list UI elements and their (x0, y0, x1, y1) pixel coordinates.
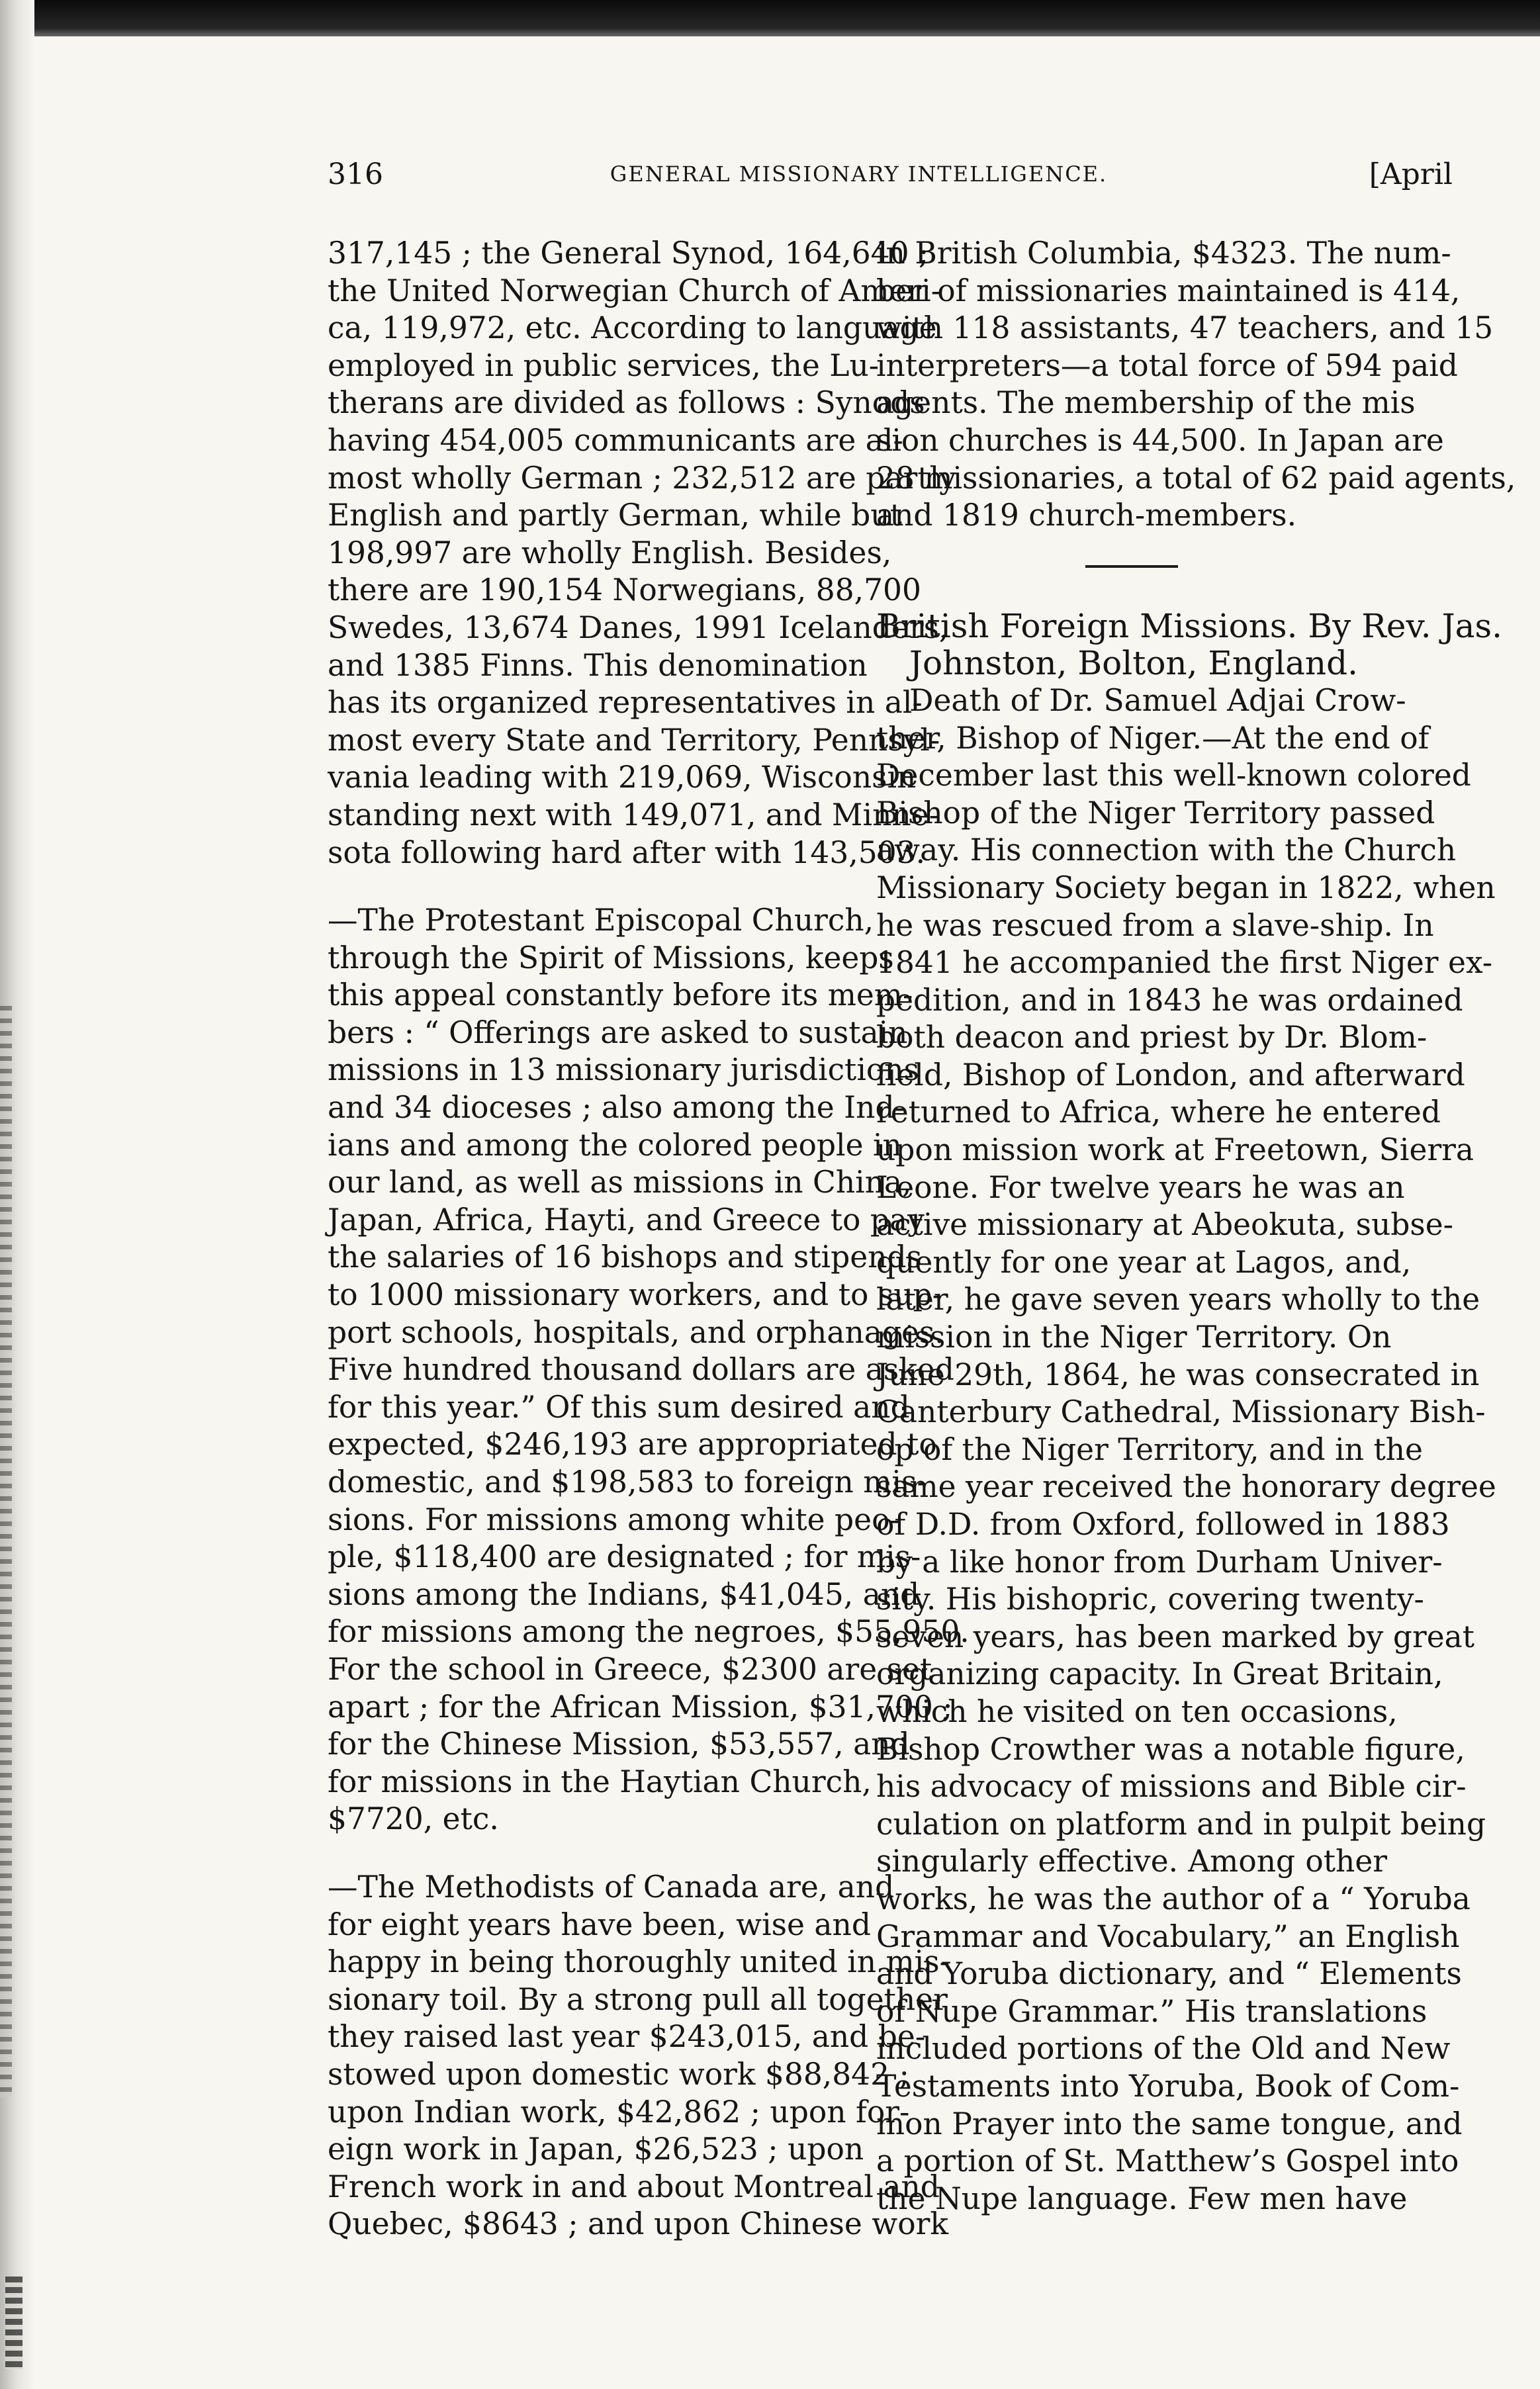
text-line: away. His connection with the Church (876, 833, 1457, 868)
text-line: ple, $118,400 are designated ; for mis- (328, 1539, 921, 1575)
text-line: in British Columbia, $4323. The num- (876, 236, 1451, 271)
text-line: organizing capacity. In Great Britain, (876, 1656, 1443, 1692)
text-line: 1841 he accompanied the first Niger ex- (876, 945, 1493, 981)
text-line: sota following hard after with 143,503. (328, 834, 926, 870)
text-line: December last this well-known colored (876, 758, 1471, 793)
text-line: apart ; for the African Mission, $31,700 ; (328, 1689, 953, 1725)
text-line: June 29th, 1864, he was consecrated in (876, 1357, 1480, 1392)
left-column (328, 235, 970, 2243)
page-number: 316 (328, 158, 383, 191)
text-line: Canterbury Cathedral, Missionary Bish- (876, 1394, 1486, 1430)
text-line: and 1385 Finns. This denomination (328, 647, 868, 683)
text-line: with 118 assistants, 47 teachers, and 15 (876, 310, 1494, 346)
text-line: Swedes, 13,674 Danes, 1991 Icelanders, (328, 609, 949, 645)
text-line: ther, Bishop of Niger.—At the end of (876, 720, 1429, 756)
text-line: sionary toil. By a strong pull all together (328, 1981, 948, 2017)
text-line: the United Norwegian Church of Ameri- (328, 273, 942, 308)
right-column (876, 235, 1516, 2218)
text-line: same year received the honorary degree (876, 1469, 1496, 1505)
crowther-obituary-paragraph (876, 682, 1496, 2218)
text-line: seven years, has been marked by great (876, 1619, 1475, 1654)
header-month: [April (1369, 158, 1453, 191)
text-line: of Nupe Grammar.” His translations (876, 1993, 1427, 2029)
text-line: to 1000 missionary workers, and to sup- (328, 1277, 943, 1313)
text-line: eign work in Japan, $26,523 ; upon (328, 2132, 864, 2167)
binding-marks (0, 1006, 12, 2098)
text-line: domestic, and $198,583 to foreign mis- (328, 1465, 927, 1500)
text-line: and 34 dioceses ; also among the Ind- (328, 1090, 905, 1126)
methodists-continued-paragraph (876, 235, 1516, 535)
text-line: Leone. For twelve years he was an (876, 1169, 1405, 1205)
text-line: upon Indian work, $42,862 ; upon for- (328, 2094, 910, 2130)
text-line: quently for one year at Lagos, and, (876, 1244, 1412, 1280)
text-line: bers : “ Offerings are asked to sustain (328, 1014, 908, 1050)
text-line: upon mission work at Freetown, Sierra (876, 1132, 1474, 1168)
text-line: agents. The membership of the mis (876, 385, 1416, 421)
methodists-canada-paragraph (328, 1869, 950, 2243)
text-line: returned to Africa, where he entered (876, 1095, 1441, 1130)
text-line: happy in being thoroughly united in mis- (328, 1944, 950, 1980)
text-line: the salaries of 16 bishops and stipends (328, 1240, 922, 1275)
text-line: expected, $246,193 are appropriated to (328, 1427, 937, 1463)
text-line: $7720, etc. (328, 1801, 499, 1837)
text-line: this appeal constantly before its mem- (328, 977, 913, 1013)
text-line: port schools, hospitals, and orphanages. (328, 1314, 944, 1350)
text-line: most wholly German ; 232,512 are partly (328, 460, 956, 496)
text-line: later, he gave seven years wholly to the (876, 1282, 1480, 1318)
text-line: most every State and Territory, Pennsyl- (328, 722, 940, 758)
text-line: therans are divided as follows : Synods (328, 385, 925, 421)
text-line: for eight years have been, wise and (328, 1907, 871, 1942)
text-line: ians and among the colored people in (328, 1127, 902, 1163)
section-heading (876, 606, 1502, 683)
text-line: pedition, and in 1843 he was ordained (876, 982, 1463, 1018)
lutheran-statistics-paragraph (328, 235, 956, 872)
text-line: 28 missionaries, a total of 62 paid agents, (876, 460, 1516, 496)
text-line: Japan, Africa, Hayti, and Greece to pay (328, 1202, 925, 1238)
episcopal-church-paragraph (328, 902, 970, 1838)
text-line: Missionary Society began in 1822, when (876, 870, 1496, 905)
text-line: the Nupe language. Few men have (876, 2181, 1408, 2216)
text-line: has its organized representatives in al- (328, 685, 923, 721)
text-line: sions among the Indians, $41,045, and (328, 1576, 920, 1612)
text-line: culation on platform and in pulpit being (876, 1806, 1486, 1842)
text-line: Five hundred thousand dollars are asked (328, 1352, 954, 1388)
running-title: GENERAL MISSIONARY INTELLIGENCE. (610, 161, 1108, 187)
text-line: op of the Niger Territory, and in the (876, 1431, 1423, 1467)
text-line: Bishop Crowther was a notable figure, (876, 1731, 1465, 1767)
text-line: employed in public services, the Lu- (328, 347, 880, 383)
paragraph-gap (328, 872, 838, 902)
text-line: For the school in Greece, $2300 are set (328, 1651, 932, 1687)
binding-marks-bottom (5, 2276, 23, 2369)
text-line: by a like honor from Durham Univer- (876, 1544, 1443, 1580)
text-line: included portions of the Old and New (876, 2031, 1451, 2067)
text-line: mon Prayer into the same tongue, and (876, 2106, 1463, 2141)
page-header (328, 158, 1453, 204)
text-line: Johnston, Bolton, England. (909, 644, 1359, 683)
text-line: mission in the Niger Territory. On (876, 1320, 1392, 1355)
text-line: —The Protestant Episcopal Church, (328, 903, 874, 938)
text-line: singularly effective. Among other (876, 1844, 1387, 1879)
text-line: for missions among the negroes, $55,950. (328, 1614, 970, 1650)
text-line: Testaments into Yoruba, Book of Com- (876, 2068, 1460, 2104)
text-line: sions. For missions among white peo- (328, 1502, 900, 1537)
text-line: through the Spirit of Missions, keeps (328, 940, 894, 975)
text-line: sity. His bishopric, covering twenty- (876, 1582, 1424, 1617)
text-line: Bishop of the Niger Territory passed (876, 795, 1435, 831)
text-line: Quebec, $8643 ; and upon Chinese work (328, 2206, 948, 2242)
text-line: which he visited on ten occasions, (876, 1693, 1398, 1729)
text-line: he was rescued from a slave-ship. In (876, 907, 1434, 943)
text-line: they raised last year $243,015, and be- (328, 2019, 926, 2055)
text-line: our land, as well as missions in China, (328, 1165, 912, 1200)
section-rule (1085, 565, 1178, 568)
text-line: for the Chinese Mission, $53,557, and (328, 1727, 910, 1762)
text-line: ca, 119,972, etc. According to language (328, 310, 937, 346)
text-line: English and partly German, while but (328, 498, 902, 533)
text-line: a portion of St. Matthew’s Gospel into (876, 2143, 1459, 2179)
text-line: Grammar and Vocabulary,” an English (876, 1918, 1460, 1954)
text-line: French work in and about Montreal and (328, 2169, 940, 2204)
text-line: British Foreign Missions. By Rev. Jas. (876, 606, 1502, 645)
text-line: active missionary at Abeokuta, subse- (876, 1207, 1454, 1243)
paragraph-gap (328, 1838, 838, 1869)
text-line: standing next with 149,071, and Minne- (328, 797, 939, 833)
text-line: missions in 13 missionary jurisdictions (328, 1052, 919, 1088)
text-line: there are 190,154 Norwegians, 88,700 (328, 572, 921, 608)
text-line: field, Bishop of London, and afterward (876, 1057, 1465, 1093)
text-line: interpreters—a total force of 594 paid (876, 347, 1458, 383)
text-line: —The Methodists of Canada are, and (328, 1869, 895, 1905)
text-line: his advocacy of missions and Bible cir- (876, 1769, 1467, 1805)
text-line: vania leading with 219,069, Wisconsin (328, 760, 917, 795)
text-line: and Yoruba dictionary, and “ Elements (876, 1956, 1462, 1992)
text-line: 317,145 ; the General Synod, 164,640 ; (328, 236, 929, 271)
scan-top-border (0, 0, 1540, 36)
text-line: sion churches is 44,500. In Japan are (876, 422, 1444, 458)
text-line: for this year.” Of this sum desired and (328, 1389, 910, 1425)
text-line: works, he was the author of a “ Yoruba (876, 1881, 1471, 1916)
text-line: for missions in the Haytian Church, (328, 1764, 872, 1799)
text-line: Death of Dr. Samuel Adjai Crow- (909, 682, 1406, 718)
text-line: 198,997 are wholly English. Besides, (328, 535, 892, 570)
text-line: both deacon and priest by Dr. Blom- (876, 1020, 1427, 1056)
text-line: having 454,005 communicants are al- (328, 422, 903, 458)
text-line: stowed upon domestic work $88,842 ; (328, 2056, 909, 2092)
text-line: and 1819 church-members. (876, 498, 1297, 533)
text-line: of D.D. from Oxford, followed in 1883 (876, 1507, 1450, 1542)
text-line: ber of missionaries maintained is 414, (876, 273, 1461, 308)
